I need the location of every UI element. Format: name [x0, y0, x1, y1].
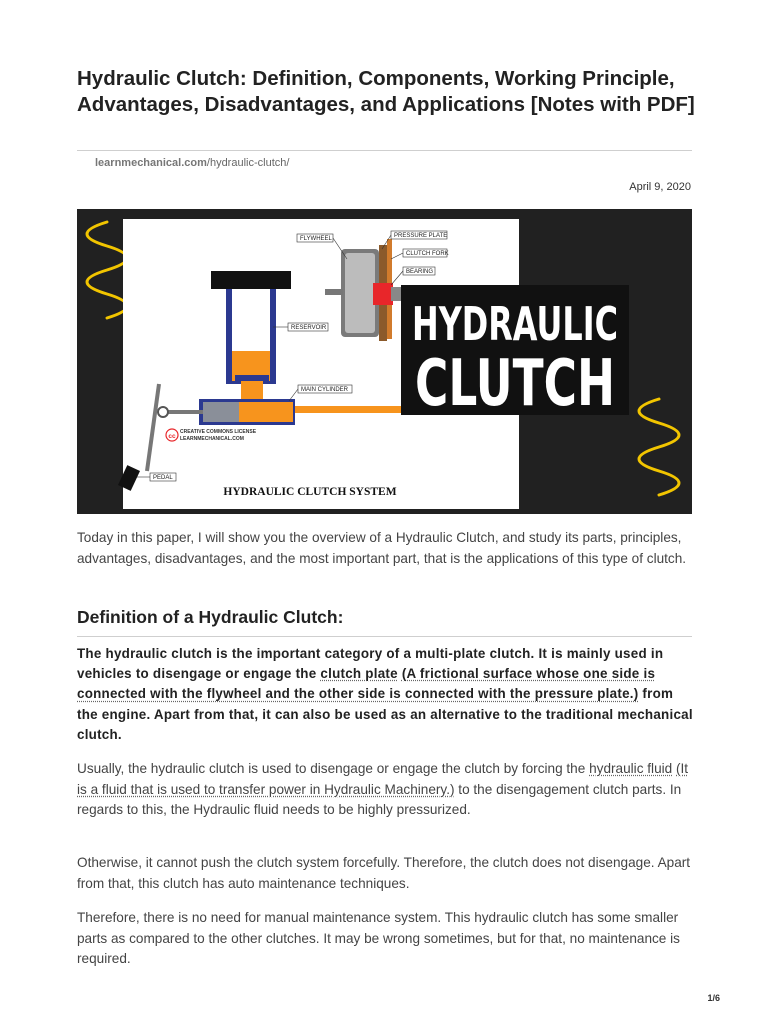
definition-heading: Definition of a Hydraulic Clutch: [77, 607, 344, 627]
source-domain[interactable]: learnmechanical.com [95, 157, 207, 169]
license-line-2: LEARNMECHANICAL.COM [180, 436, 244, 442]
publish-date: April 9, 2020 [629, 181, 691, 193]
document-title: Hydraulic Clutch: Definition, Components, Working Principle, Advantages, Disadvantages, and Applications [Notes with PDF] [77, 67, 695, 116]
intro-paragraph: Today in this paper, I will show you the overview of a Hydraulic Clutch, and study its parts, principles, advantages, disadvantages, and the most important part, that is the applications of this type of clutch. [77, 530, 687, 566]
body-paragraph-3: Therefore, there is no need for manual maintenance system. This hydraulic clutch has some smaller parts as compared to the other clutches. It may be wrong sometimes, but for that, no maintenance is required. [77, 910, 680, 966]
p1-text-before: Usually, the hydraulic clutch is used to disengage or engage the clutch by forcing the [77, 761, 590, 776]
cc-mark: cc [168, 433, 176, 440]
heading-divider [77, 636, 692, 637]
definition-text-after: from the engine. Apart from that, it can also be used as an alternative to the traditional mechanical clutch. [77, 686, 693, 742]
headline-line-2: CLUTCH [415, 347, 615, 421]
page-number: 1/6 [707, 993, 720, 1003]
body-paragraph-1 [77, 759, 697, 821]
source-link[interactable] [95, 157, 289, 169]
p1-text-after: to the disengagement clutch parts. In regards to this, the Hydraulic fluid needs to be highly pressurized. [77, 781, 682, 817]
diagram-caption: HYDRAULIC CLUTCH SYSTEM [223, 486, 397, 498]
label-clutch-fork: CLUTCH FORK [406, 251, 449, 257]
label-pedal: PEDAL [153, 475, 173, 481]
definition-text-before: The hydraulic clutch is the important category of a multi-plate clutch. It is mainly used in vehicles to disengage or engage the [77, 646, 664, 682]
label-bearing: BEARING [406, 269, 434, 275]
label-main-cylinder: MAIN CYLINDER [301, 387, 349, 393]
hydraulic-clutch-illustration [77, 209, 692, 514]
definition-paragraph [77, 644, 697, 745]
label-pressure-plate: PRESSURE PLATE [394, 233, 448, 239]
body-paragraph-2: Otherwise, it cannot push the clutch system forcefully. Therefore, the clutch does not disengage. Apart from that, this clutch has auto maintenance techniques. [77, 855, 691, 891]
hydraulic-fluid-tooltip: (It is a fluid that is used to transfer power in Hydraulic Machinery.) [77, 761, 689, 797]
source-divider [77, 150, 692, 151]
headline-line-1: HYDRAULIC [412, 297, 618, 351]
label-flywheel: FLYWHEEL [300, 236, 332, 242]
license-line-1: CREATIVE COMMONS LICENSE [180, 429, 257, 435]
clutch-plate-tooltip: (A frictional surface whose one side is connected with the flywheel and the other side is connected with the pressure plate.) [77, 666, 656, 702]
clutch-plate-term[interactable]: clutch plate [320, 666, 398, 682]
hydraulic-fluid-term[interactable]: hydraulic fluid [589, 761, 673, 776]
hero-image [77, 209, 692, 514]
label-reservoir: RESERVOIR [291, 325, 327, 331]
source-path[interactable]: /hydraulic-clutch/ [206, 157, 290, 169]
